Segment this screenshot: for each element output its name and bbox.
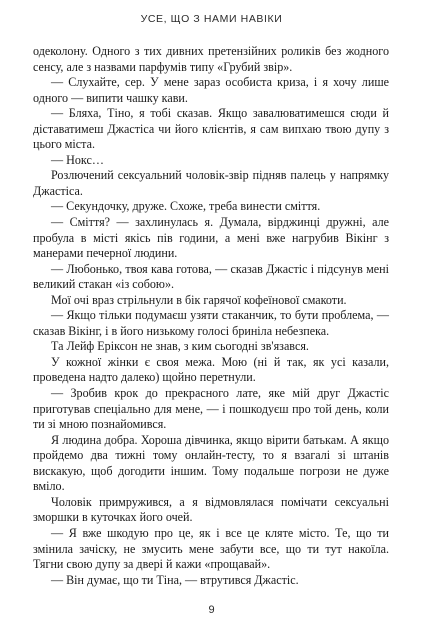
paragraph: — Зробив крок до прекрасного лате, яке мій друг Джастіс приготував спеціально для мене, — і пошкодуєш про той день, коли ти зі мною познайомився. xyxy=(33,386,389,432)
paragraph: Мої очі враз стрільнули в бік гарячої кофеїнової смакоти. xyxy=(51,292,347,307)
paragraph: — Я вже шкодую про це, як і все це кляте місто. Те, що ти змінила зачіску, не змусить мене забути все, що ти тут накоїла. Тягни свою дупу за двері й кажи «прощавай». xyxy=(33,525,389,572)
paragraph: — Любонько, твоя кава готова, — сказав Джастіс і підсунув мені великий стакан «із собою». xyxy=(33,261,389,292)
paragraph: — Нокс… xyxy=(51,152,104,167)
running-header: УСЕ, ЩО З НАМИ НАВІКИ xyxy=(140,13,283,25)
paragraph: — Слухайте, сер. У мене зараз особиста криза, і я хочу лише одного — випити чашку кави. xyxy=(33,75,389,105)
paragraph: — Секундочку, друже. Схоже, треба винести сміття. xyxy=(51,199,321,214)
paragraph: — Він думає, що ти Тіна, — втрутився Джастіс. xyxy=(51,572,299,587)
paragraph: Та Лейф Ерiксон не знав, з ким сьогодні зв'язався. xyxy=(51,339,309,354)
paragraph: Чоловік примружився, а я відмовлялася помічати сексуальні зморшки в куточках його очей. xyxy=(33,494,389,525)
paragraph: У кожної жінки є своя межа. Мою (ні й так, як усі казали, проведена надто далеко) щойно перетнули. xyxy=(33,354,389,385)
paragraph: одеколону. Одного з тих дивних претензійних роликів без жодного сенсу, але з назвами парфумів типу «Грубий звір». xyxy=(33,44,389,74)
paragraph: — Сміття? — захлинулась я. Думала, вірджинці дружні, але пробула в місті якісь пів години, а мені вже нагрубив Вікінг з манерами печерної людини. xyxy=(33,215,389,261)
paragraph: Розлючений сексуальний чоловік-звір підняв палець у напрямку Джастіса. xyxy=(33,168,389,198)
paragraph: Я людина добра. Хороша дівчинка, якщо вірити батькам. А якщо пройдемо два тижні тому онлайн-тесту, то я взагалі зі штанів вискакую, щоб догодити іншим. Тому подальше погрози не дуже вміло. xyxy=(33,432,389,494)
body-text xyxy=(33,44,389,588)
paragraph: — Якщо тільки подумаєш узяти стаканчик, то бути проблема, — сказав Вікінг, і в його низькому голосі бриніла небезпека. xyxy=(33,308,389,338)
paragraph: — Бляха, Тіно, я тобі сказав. Якщо завалюватимешся сюди й діставатимеш Джастіса чи його клієнтів, я сам випхаю твою дупу з цього міста. xyxy=(33,106,389,152)
page-number: 9 xyxy=(208,604,215,616)
